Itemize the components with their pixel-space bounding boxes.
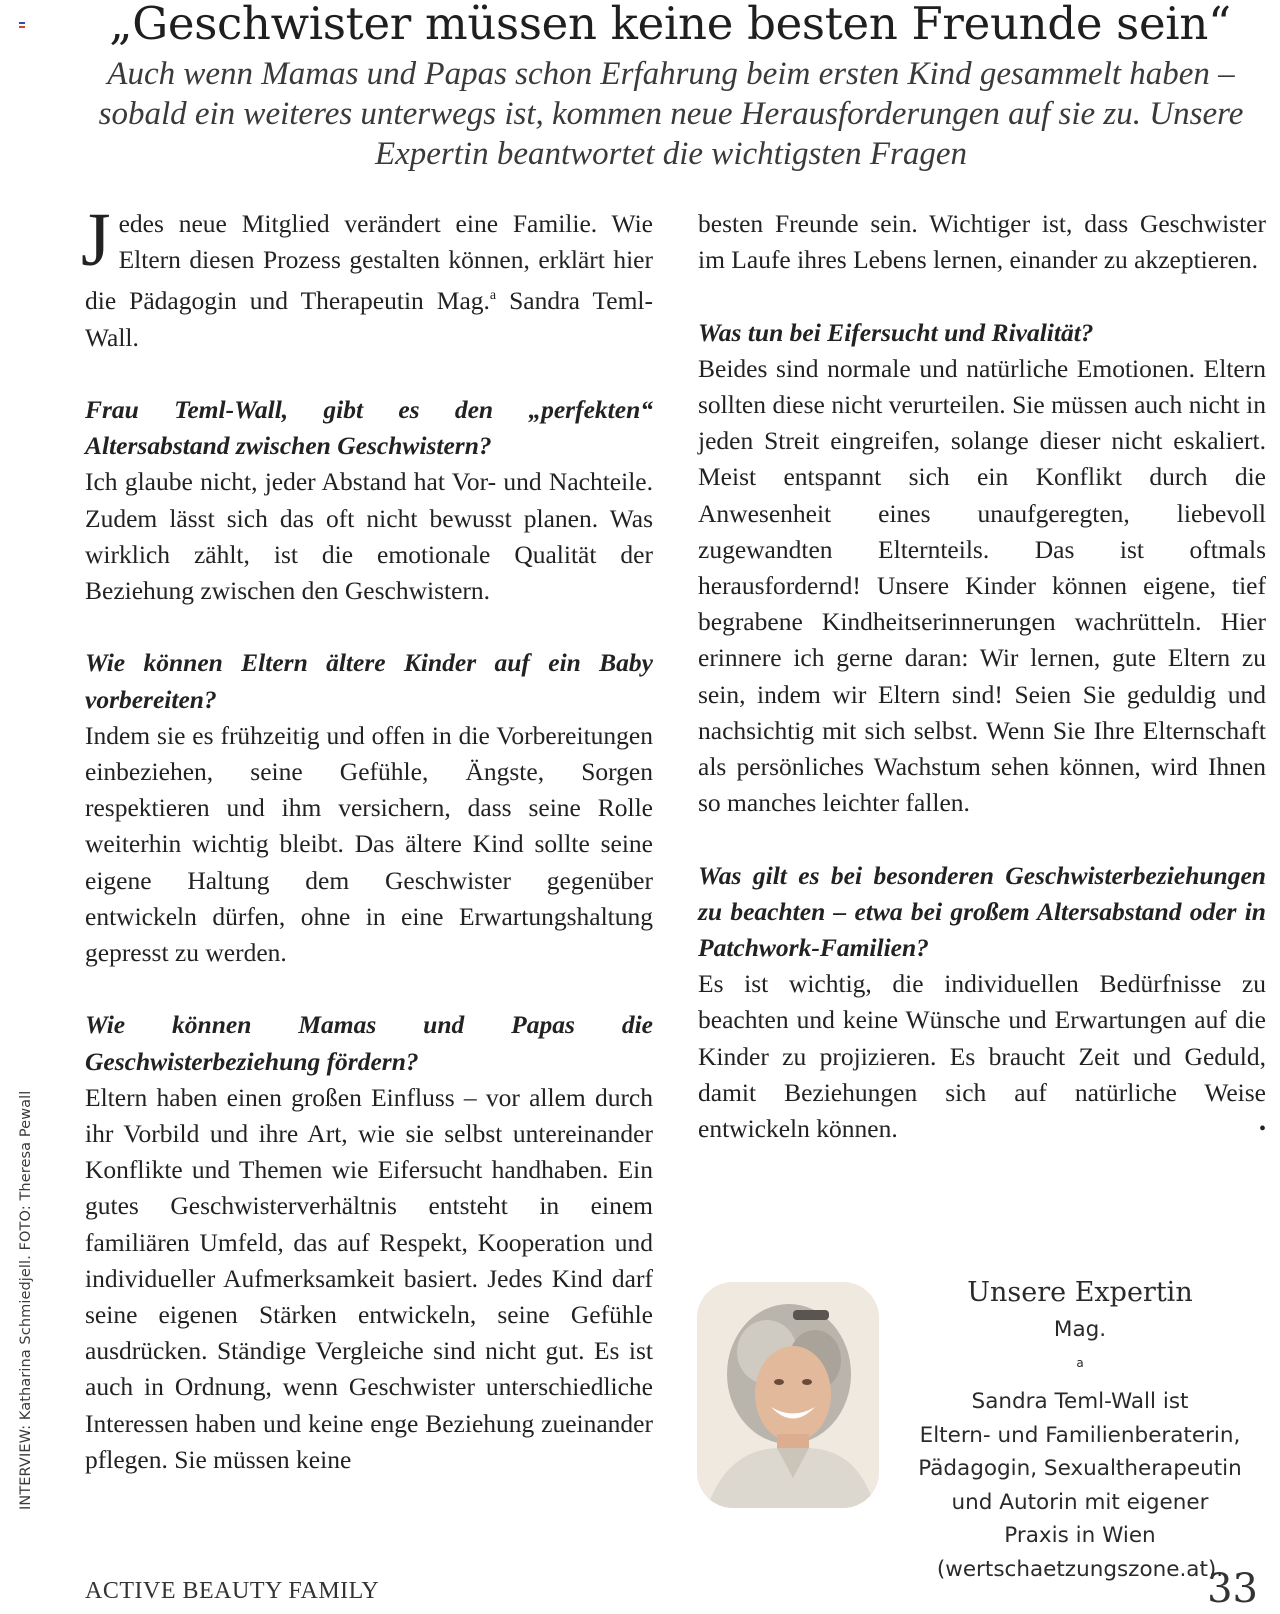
answer: Ich glaube nicht, jeder Abstand hat Vor- und Nachteile. Zudem lässt sich das oft nicht bewusst planen. Was wirklich zählt, ist die emotionale Qualität der Beziehung zwischen den Geschwistern. [85,467,653,606]
question: Wie können Mamas und Papas die Geschwisterbeziehung fördern? [85,1010,653,1076]
deck: Auch wenn Mamas und Papas schon Erfahrung beim ersten Kind gesammelt haben – sobald ein weiteres unterwegs ist, kommen neue Herausforderungen auf sie zu. Unsere Expertin beantwortet die wichtigsten Fragen [98,56,1244,172]
question: Wie können Eltern ältere Kinder auf ein Baby vorbereiten? [85,648,653,714]
answer: Eltern haben einen großen Einfluss – vor allem durch ihr Vorbild und ihre Art, wie sie selbst untereinander Konflikte und Themen wie Eifersucht handhaben. Ein gutes Geschwisterverhältnis entsteht in einem familiären Umfeld, das auf Respekt, Kooperation und individueller Aufmerksamkeit basiert. Jedes Kind darf seine eigenen Stärken entwickeln, seine Gefühle ausdrücken. Ständige Vergleiche sind nicht gut. Es ist auch in Ordnung, wenn Geschwister unterschiedliche Interessen haben und keine enge Beziehung zueinander pflegen. Sie müssen keine [85,1082,653,1474]
headline: „Geschwister müssen keine besten Freunde sein“ [109,0,1231,50]
expert-portrait [697,1282,879,1508]
answer: Es ist wichtig, die individuellen Bedürfnisse zu beachten und keine Wünsche und Erwartungen auf die Kinder zu projizieren. Es braucht Zeit und Geduld, damit Beziehungen sich auf natürliche Weise entwickeln können. • [698,966,1266,1147]
intro-paragraph: Jedes neue Mitglied verändert eine Familie. Wie Eltern diesen Prozess gestalten können, erklärt hier die Pädagogin und Therapeutin Mag.$^a$ Sandra Teml-Wall. [81,198,653,352]
question: Was gilt es bei besonderen Geschwisterbeziehungen zu beachten – etwa bei großem Altersabstand oder in Patchwork-Familien? [698,860,1266,963]
magazine-name: ACTIVE BEAUTY FAMILY [85,1578,380,1604]
dropcap: J [81,198,111,282]
column-left [81,198,653,1478]
answer: Indem sie es frühzeitig und offen in die Vorbereitungen einbeziehen, seine Gefühle, Ängste, Sorgen respektieren und ihm versichern, dass seine Rolle weiterhin wichtig bleibt. Das ältere Kind sollte seine eigene Haltung dem Geschwister gegenüber entwickeln dürfen, ohne in eine Erwartungshaltung gepresst zu werden. [85,720,653,968]
photo-credit: INTERVIEW: Katharina Schmiedjell. FOTO: Theresa Pewall [18,1090,34,1510]
expert-bio: Mag. $^a$ Sandra Teml-Wall ist Eltern- und Familienberaterin, Pädagogin, Sexualtherapeutin und Autorin mit eigener Praxis in Wien (wertschaetzungszone.at). [918,1317,1242,1582]
end-mark: • [1258,1118,1266,1141]
column-right [698,206,1266,1147]
question: Was tun bei Eifersucht und Rivalität? [698,317,1094,347]
answer: Beides sind normale und natürliche Emotionen. Eltern sollten diese nicht verurteilen. Sie müssen auch nicht in jeden Streit eingreifen, solange dieser nicht eskaliert. Meist entspannt sich ein Konflikt durch die Anwesenheit eines unaufgeregten, liebevoll zugewandten Elternteils. Das ist oftmals herausfordernd! Unsere Kinder können eigene, tief begrabene Kindheitserinnerungen wachrütteln. Hier erinnere ich gerne daran: Wir lernen, gute Eltern zu sein, indem wir Eltern sind! Seien Sie geduldig und nachsichtig mit sich selbst. Wenn Sie Ihre Elternschaft als persönliches Wachstum sehen können, wird Ihnen so manches leichter fallen. [698,353,1266,818]
expert-title: Unsere Expertin [967,1277,1193,1308]
question: Frau Teml-Wall, gibt es den „perfekten“ Altersabstand zwischen Geschwistern? [85,395,653,461]
flag-icon [19,22,25,28]
portrait-image [697,1282,879,1508]
expert-info-box [900,1275,1260,1586]
page-number: 33 [1207,1566,1258,1612]
answer-continuation: besten Freunde sein. Wichtiger ist, dass Geschwister im Laufe ihres Lebens lernen, einander zu akzeptieren. [698,209,1266,275]
